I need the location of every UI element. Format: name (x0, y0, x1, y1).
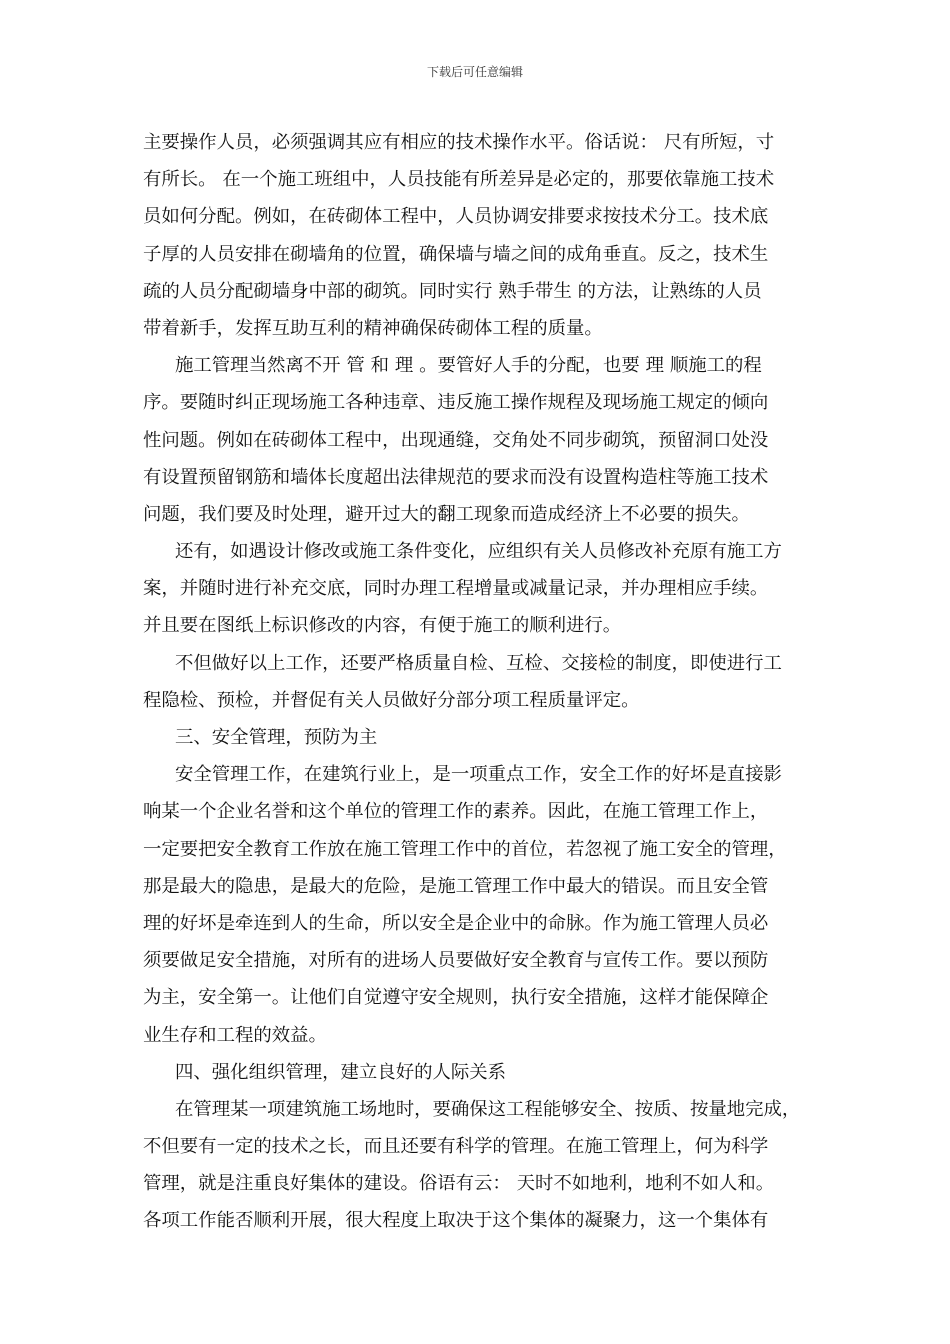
text-line: 理的好坏是牵连到人的生命，所以安全是企业中的命脉。作为施工管理人员必 (143, 912, 769, 934)
text-line: 业生存和工程的效益。 (143, 1024, 327, 1046)
text-line: 子厚的人员安排在砌墙角的位置，确保墙与墙之间的成角垂直。反之，技术生 (143, 243, 769, 265)
text-line: 有所长。 在一个施工班组中，人员技能有所差异是必定的，那要依靠施工技术 (143, 169, 775, 191)
text-line: 安全管理工作，在建筑行业上，是一项重点工作，安全工作的好坏是直接影 (175, 764, 782, 786)
text-line: 问题，我们要及时处理，避开过大的翻工现象而造成经济上不必要的损失。 (143, 503, 750, 525)
text-line: 在管理某一项建筑施工场地时，要确保这工程能够安全、按质、按量地完成， (175, 1098, 801, 1120)
text-line: 带着新手，发挥互助互利的精神确保砖砌体工程的质量。 (143, 317, 603, 339)
document-body (143, 124, 808, 1240)
text-line: 施工管理当然离不开 管 和 理 。要管好人手的分配，也要 理 顺施工的程 (175, 355, 762, 377)
text-line: 须要做足安全措施，对所有的进场人员要做好安全教育与宣传工作。要以预防 (143, 950, 769, 972)
paragraph (143, 1054, 808, 1091)
paragraph (143, 645, 808, 719)
paragraph (143, 124, 808, 347)
text-line: 主要操作人员，必须强调其应有相应的技术操作水平。俗话说： 尺有所短，寸 (143, 132, 775, 153)
text-line: 那是最大的隐患，是最大的危险，是施工管理工作中最大的错误。而且安全管 (143, 875, 769, 897)
text-line: 有设置预留钢筋和墙体长度超出法律规范的要求而没有设置构造柱等施工技术 (143, 466, 769, 488)
text-line: 性问题。例如在砖砌体工程中，出现通缝，交角处不同步砌筑，预留洞口处没 (143, 429, 769, 451)
text-line: 员如何分配。例如，在砖砌体工程中，人员协调安排要求按技术分工。技术底 (143, 206, 769, 228)
text-line: 四、强化组织管理，建立良好的人际关系 (175, 1061, 507, 1083)
text-line: 疏的人员分配砌墙身中部的砌筑。同时实行 熟手带生 的方法，让熟练的人员 (143, 280, 762, 302)
text-line: 还有，如遇设计修改或施工条件变化，应组织有关人员修改补充原有施工方 (175, 541, 782, 563)
text-line: 不但做好以上工作，还要严格质量自检、互检、交接检的制度，即使进行工 (175, 652, 782, 674)
text-line: 一定要把安全教育工作放在施工管理工作中的首位，若忽视了施工安全的管理， (143, 838, 787, 860)
paragraph (143, 719, 808, 756)
text-line: 并且要在图纸上标识修改的内容，有便于施工的顺利进行。 (143, 615, 622, 637)
page-header: 下载后可任意编辑 (426, 65, 523, 79)
text-line: 各项工作能否顺利开展，很大程度上取决于这个集体的凝聚力，这一个集体有 (143, 1210, 769, 1232)
text-line: 案，并随时进行补充交底，同时办理工程增量或减量记录，并办理相应手续。 (143, 578, 769, 600)
text-line: 程隐检、预检，并督促有关人员做好分部分项工程质量评定。 (143, 689, 640, 711)
paragraph (143, 756, 808, 1054)
paragraph (143, 1091, 808, 1240)
text-line: 序。要随时纠正现场施工各种违章、违反施工操作规程及现场施工规定的倾向 (143, 392, 769, 414)
text-line: 为主，安全第一。让他们自觉遵守安全规则，执行安全措施，这样才能保障企 (143, 987, 769, 1009)
paragraph (143, 533, 808, 645)
text-line: 管理，就是注重良好集体的建设。俗语有云： 天时不如地利，地利不如人和。 (143, 1173, 775, 1195)
text-line: 响某一个企业名誉和这个单位的管理工作的素养。因此，在施工管理工作上， (143, 801, 769, 823)
text-line: 不但要有一定的技术之长，而且还要有科学的管理。在施工管理上，何为科学 (143, 1136, 769, 1158)
paragraph (143, 347, 808, 533)
text-line: 三、安全管理，预防为主 (175, 727, 378, 748)
